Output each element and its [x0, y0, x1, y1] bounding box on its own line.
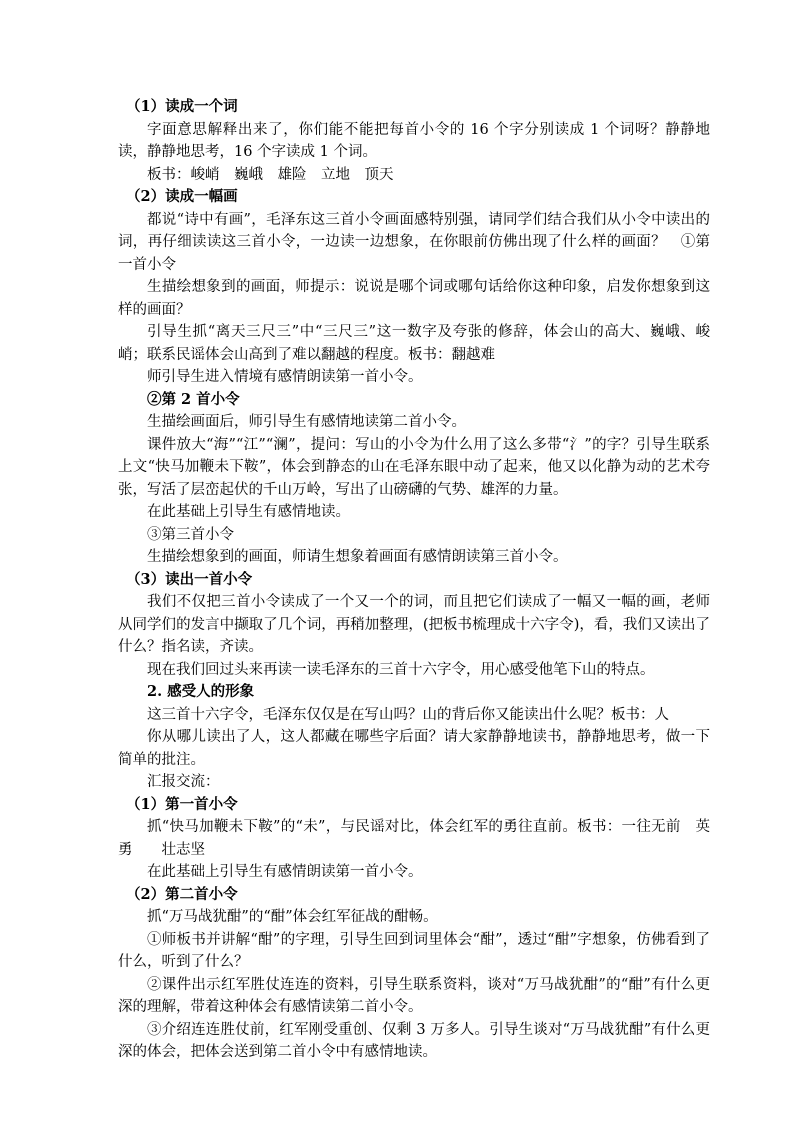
paragraph: 抓“万马战犹酣”的“酣”体会红军征战的酣畅。 [147, 909, 438, 925]
paragraph: ①师板书并讲解“酣”的字理，引导生回到词里体会“酣”，透过“酣”字想象，仿佛看到了什么，听到了什么？ [118, 931, 710, 970]
paragraph: 师引导生进入情境有感情朗读第一首小令。 [147, 369, 423, 385]
section-heading-read-as-word: （1）读成一个词 [126, 98, 238, 115]
board-writing: 板书：峻峭 巍峨 雄险 立地 顶天 [147, 166, 394, 183]
paragraph: 抓“快马加鞭未下鞍”的“未”，与民谣对比，体会红军的勇往直前。板书：一往无前 英勇 壮志坚 [118, 819, 710, 858]
paragraph: 字面意思解释出来了，你们能不能把每首小令的 16 个字分别读成 1 个词呀？静静地读，静静地思考，16 个字读成 1 个词。 [118, 121, 710, 160]
section-heading-first-poem: （1）第一首小令 [126, 795, 238, 813]
paragraph: 汇报交流： [147, 774, 220, 790]
paragraph: 都说“诗中有画”，毛泽东这三首小令画面感特别强，请同学们结合我们从小令中读出的词，再仔细读读这三首小令，一边读一边想象，在你眼前仿佛出现了什么样的画面？ ①第一首小令 [118, 211, 710, 273]
section-heading-read-as-picture: （2）读成一幅画 [126, 188, 238, 205]
paragraph: 引导生抓“离天三尺三”中“三尺三”这一数字及夸张的修辞，体会山的高大、巍峨、峻峭；联系民谣体会山高到了难以翻越的程度。板书：翻越难 [118, 324, 710, 363]
paragraph: 在此基础上引导生有感情朗读第一首小令。 [147, 864, 423, 880]
document-page [118, 96, 710, 1064]
paragraph: 在此基础上引导生有感情地读。 [147, 504, 350, 520]
paragraph: 生描绘想象到的画面，师提示：说说是哪个词或哪句话给你这种印象，启发你想象到这样的画面？ [118, 279, 710, 318]
section-heading-read-as-poem: （3）读出一首小令 [126, 570, 253, 588]
paragraph: 生描绘画面后，师引导生有感情地读第二首小令。 [147, 414, 466, 430]
paragraph: 我们不仅把三首小令读成了一个又一个的词，而且把它们读成了一幅又一幅的画，老师从同学们的发言中撷取了几个词，再稍加整理，(把板书梳理成十六字令)，看，我们又读出了什么？指名读，齐读。 [118, 594, 710, 655]
paragraph: 现在我们回过头来再读一读毛泽东的三首十六字令，用心感受他笔下山的特点。 [147, 661, 655, 678]
paragraph: ③介绍连连胜仗前，红军刚受重创、仅剩 3 万多人。引导生谈对“万马战犹酣”有什么更深的体会，把体会送到第二首小令中有感情地读。 [118, 1021, 710, 1060]
subheading-third-poem: ③第三首小令 [147, 526, 234, 543]
paragraph: 这三首十六字令，毛泽东仅仅是在写山吗？山的背后你又能读出什么呢？板书：人 [147, 706, 669, 723]
paragraph: ②课件出示红军胜仗连连的资料，引导生联系资料，谈对“万马战犹酣”的“酣”有什么更深的理解，带着这种体会有感情读第二首小令。 [118, 976, 710, 1015]
paragraph: 课件放大“海”“江”“澜”，提问：写山的小令为什么用了这么多带“氵”的字？引导生联系上文“快马加鞭未下鞍”，体会到静态的山在毛泽东眼中动了起来，他又以化静为动的艺术夸张，写活了层峦起伏的千山万岭，写出了山磅礴的气势、雄浑的力量。 [118, 436, 710, 498]
subheading-second-poem: ②第 2 首小令 [147, 390, 240, 408]
section-heading-second-poem: （2）第二首小令 [126, 885, 238, 903]
paragraph: 生描绘想象到的画面，师请生想象着画面有感情朗读第三首小令。 [147, 549, 568, 565]
paragraph: 你从哪儿读出了人，这人都藏在哪些字后面？请大家静静地读书，静静地思考，做一下简单的批注。 [118, 729, 710, 768]
section-heading-feel-people: 2. 感受人的形象 [147, 683, 255, 700]
